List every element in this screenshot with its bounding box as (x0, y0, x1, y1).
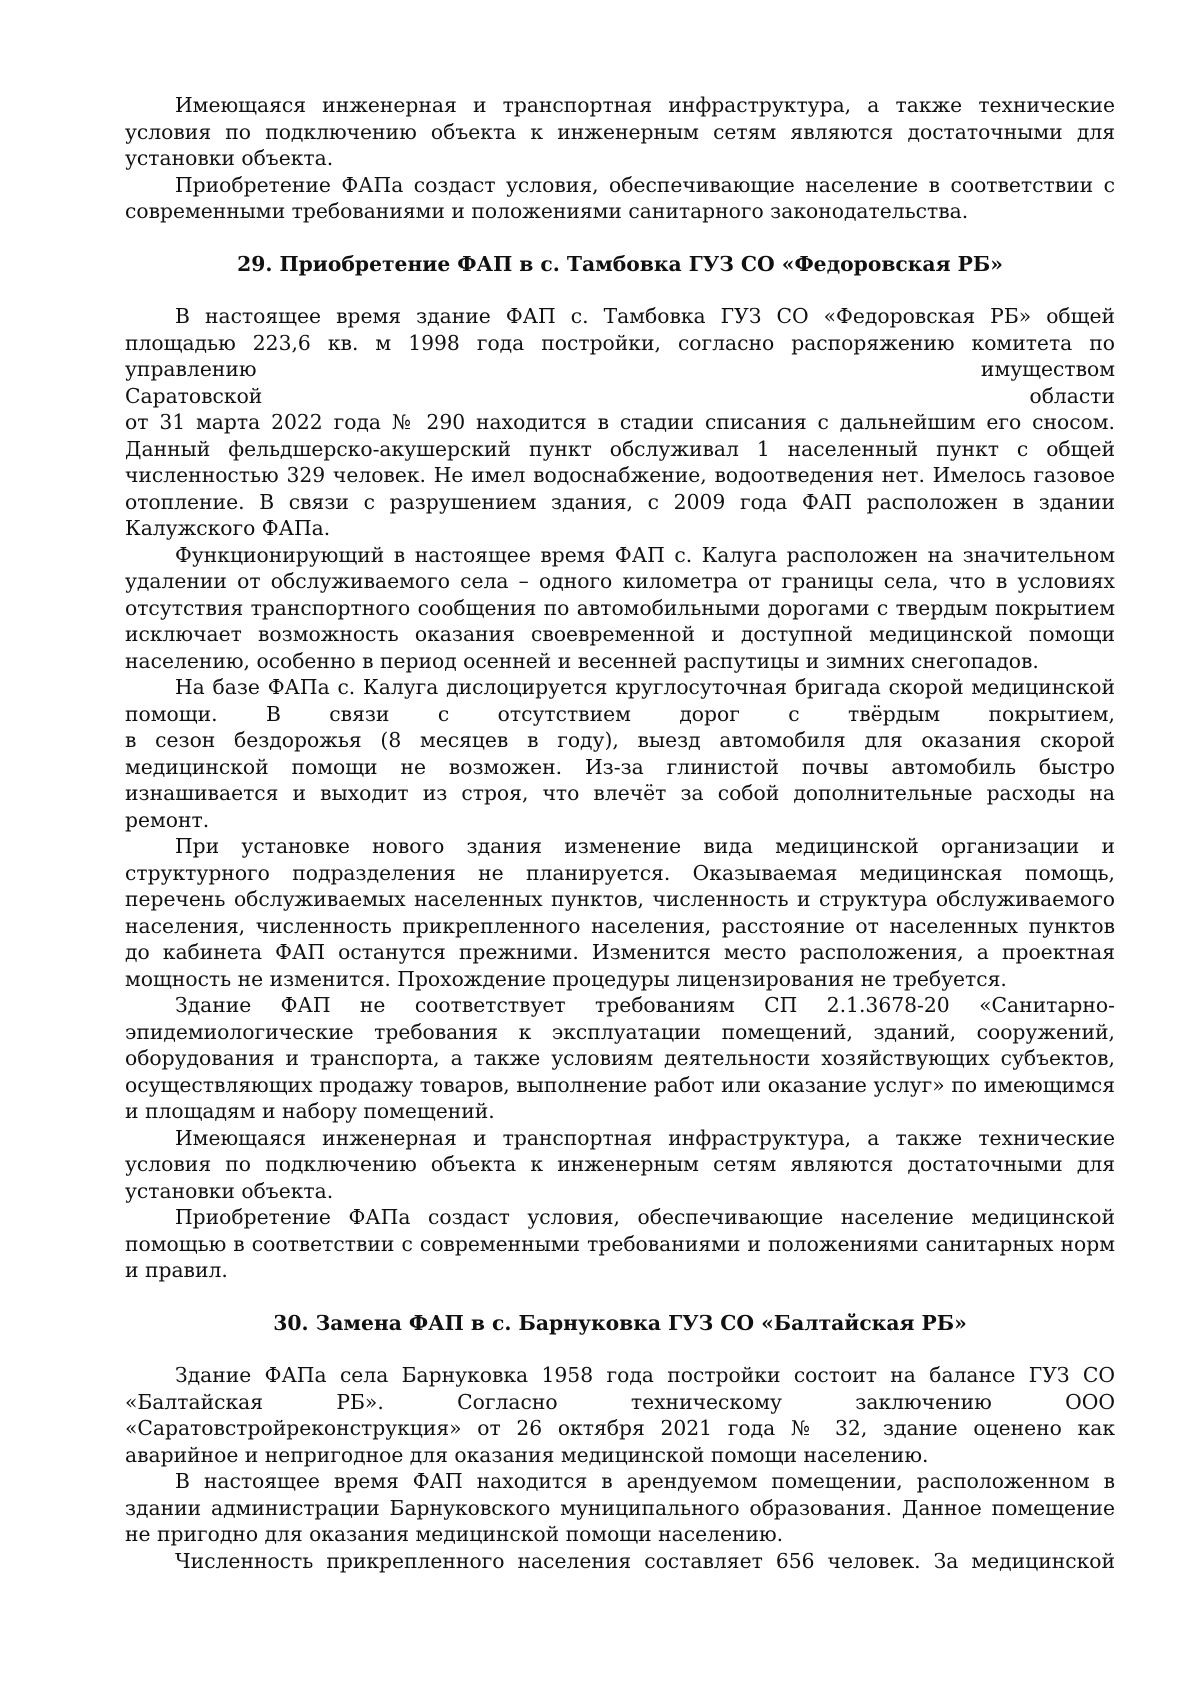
paragraph: При установке нового здания изменение вида медицинской организации и структурного подразделения не планируется. Оказываемая медицинская помощь, перечень обслуживаемых населенных пунктов, численность и структура обслуживаемого населения, численность прикрепленного населения, расстояние от населенных пунктов до кабинета ФАП останутся прежними. Изменится место расположения, а проектная мощность не изменится. Прохождение процедуры лицензирования не требуется. (125, 834, 1115, 991)
paragraph: В настоящее время ФАП находится в арендуемом помещении, расположенном в здании администрации Барнуковского муниципального образования. Данное помещение не пригодно для оказания медицинской помощи населению. (125, 1469, 1115, 1546)
paragraph: Здание ФАП не соответствует требованиям СП 2.1.3678-20 «Санитарно-эпидемиологические требования к эксплуатации помещений, зданий, сооружений, оборудования и транспорта, а также условиям деятельности хозяйствующих субъектов, осуществляющих продажу товаров, выполнение работ или оказание услуг» по имеющимся и площадям и набору помещений. (125, 993, 1115, 1123)
paragraph: в сезон бездорожья (8 месяцев в году), выезд автомобиля для оказания скорой медицинской помощи не возможен. Из-за глинистой почвы автомобиль быстро изнашивается и выходит из строя, что влечёт за собой дополнительные расходы на ремонт. (125, 728, 1115, 832)
section-heading: 29. Приобретение ФАП в с. Тамбовка ГУЗ СО «Федоровская РБ» (237, 251, 1003, 276)
paragraph: Здание ФАПа села Барнуковка 1958 года постройки состоит на балансе ГУЗ СО «Балтайская РБ». Согласно техническому заключению ООО «Саратовстройреконструкция» от 26 октября 2021 года № 32, здание оценено как аварийное и непригодное для оказания медицинской помощи населению. (125, 1363, 1115, 1467)
paragraph: На базе ФАПа с. Калуга дислоцируется круглосуточная бригада скорой медицинской помощи. В связи с отсутствием дорог с твёрдым покрытием, (125, 675, 1115, 726)
paragraph: Функционирующий в настоящее время ФАП с. Калуга расположен на значительном удалении от обслуживаемого села – одного километра от границы села, что в условиях отсутствия транспортного сообщения по автомобильными дорогами с твердым покрытием исключает возможность оказания своевременной и доступной медицинской помощи населению, особенно в период осенней и весенней распутицы и зимних снегопадов. (125, 542, 1115, 673)
paragraph: Саратовской области (125, 383, 1115, 408)
paragraph: Приобретение ФАПа создаст условия, обеспечивающие население медицинской помощью в соответствии с современными требованиями и положениями санитарных норм и правил. (125, 1205, 1115, 1282)
spacer (125, 225, 1115, 251)
section-heading: 30. Замена ФАП в с. Барнуковка ГУЗ СО «Балтайская РБ» (273, 1310, 967, 1335)
spacer (125, 1284, 1115, 1310)
spacer (125, 277, 1115, 303)
paragraph: Численность прикрепленного населения составляет 656 человек. За медицинской (175, 1548, 1115, 1573)
paragraph: Приобретение ФАПа создаст условия, обеспечивающие население в соответствии с современными требованиями и положениями санитарного законодательства. (125, 172, 1115, 223)
paragraph: Имеющаяся инженерная и транспортная инфраструктура, а также технические условия по подключению объекта к инженерным сетям являются достаточными для установки объекта. (125, 93, 1115, 170)
paragraph: от 31 марта 2022 года № 290 находится в стадии списания с дальнейшим его сносом. Данный фельдшерско-акушерский пункт обслуживал 1 населенный пункт с общей численностью 329 человек. Не имел водоснабжение, водоотведения нет. Имелось газовое отопление. В связи с разрушением здания, с 2009 года ФАП расположен в здании Калужского ФАПа. (125, 410, 1115, 540)
document-page (125, 92, 1115, 1574)
paragraph: В настоящее время здание ФАП с. Тамбовка ГУЗ СО «Федоровская РБ» общей площадью 223,6 кв. м 1998 года постройки, согласно распоряжению комитета по управлению имуществом (125, 304, 1115, 381)
paragraph: Имеющаяся инженерная и транспортная инфраструктура, а также технические условия по подключению объекта к инженерным сетям являются достаточными для установки объекта. (125, 1125, 1115, 1203)
spacer (125, 1336, 1115, 1362)
